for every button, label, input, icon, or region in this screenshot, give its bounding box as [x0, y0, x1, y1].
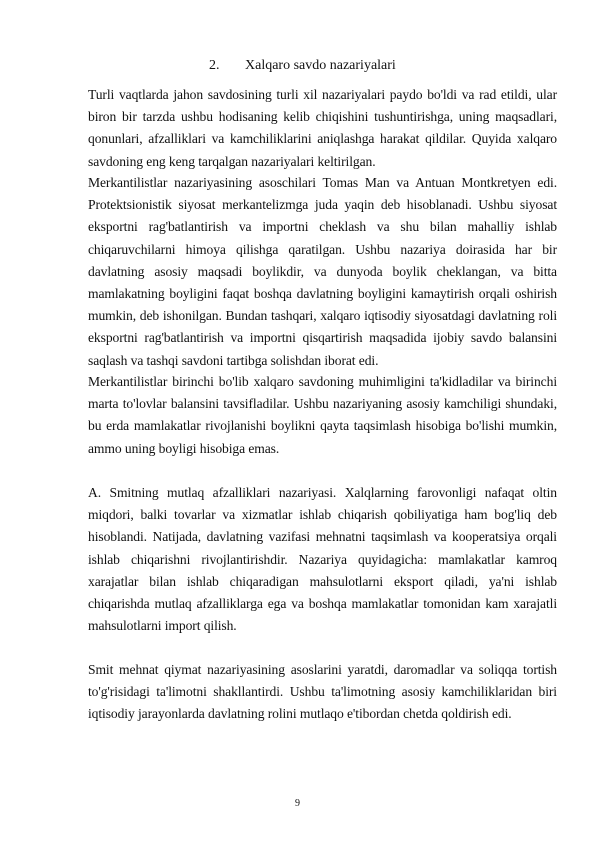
- paragraph-smith-critique: Smit mehnat qiymat nazariyasining asoslarini yaratdi, daromadlar va soliqqa tortish to'g'risidagi ta'limotni shakllantirdi. Ushbu ta'limotning asosiy kamchiliklaridan biri iqtisodiy jarayonlarda davlatning rolini mutlaqo e'tibordan chetda qoldirish edi.: [88, 662, 557, 722]
- section-title: Xalqaro savdo nazariyalari: [245, 58, 396, 73]
- section-heading: [209, 58, 469, 74]
- paragraph-absolute-advantage: A. Smitning mutlaq afzalliklari nazariyasi. Xalqlarning farovonligi nafaqat oltin miqdori, balki tovarlar va xizmatlar ishlab chiqarish qobiliyatiga ham bog'liq deb hisoblandi. Natijada, davlatning vazifasi mehnatni taqsimlash va kooperatsiya orqali ishlab chiqarishni rivojlantirishdir. Nazariya quyidagicha: mamlakatlar kamroq xarajatlar bilan ishlab chiqaradigan mahsulotlarni eksport qiladi, ya'ni ishlab chiqarishda mutlaq afzalliklarga ega va boshqa mamlakatlar tomonidan kam xarajatli mahsulotlarni import qilish.: [88, 485, 557, 634]
- page-number: 9: [295, 798, 300, 809]
- paragraph-mercantilism-assessment: Merkantilistlar birinchi bo'lib xalqaro savdoning muhimligini ta'kidladilar va birinchi marta to'lovlar balansini tavsifladilar. Ushbu nazariyaning asosiy kamchiligi shundaki, bu erda mamlakatlar rivojlanishi boylikni qayta taqsimlash hisobiga bo'lishi mumkin, ammo uning boyligi hisobiga emas.: [88, 374, 557, 456]
- paragraph-intro: Turli vaqtlarda jahon savdosining turli xil nazariyalari paydo bo'ldi va rad etildi, ular biron bir tarzda ushbu hodisaning kelib chiqishini tushuntirishga, uning maqsadlari, qonunlari, afzalliklari va kamchiliklarini aniqlashga harakat qildilar. Quyida xalqaro savdoning eng keng tarqalgan nazariyalari keltirilgan.: [88, 87, 557, 169]
- section-number: 2.: [209, 58, 220, 73]
- paragraph-mercantilism: Merkantilistlar nazariyasining asoschilari Tomas Man va Antuan Montkretyen edi. Protektsionistik siyosat merkantelizmga juda yaqin deb hisoblanadi. Ushbu siyosat eksportni rag'batlantirish va importni cheklash va shu bilan mahalliy ishlab chiqaruvchilarni himoya qilishga qaratilgan. Ushbu nazariya doirasida har bir davlatning asosiy maqsadi boylikdir, va dunyoda boylik cheklangan, va bitta mamlakatning boyligini faqat boshqa davlatning boyligini kamaytirish orqali oshirish mumkin, deb ishonilgan. Bundan tashqari, xalqaro iqtisodiy siyosatdagi davlatning roli eksportni rag'batlantirish va importni qisqartirish maqsadida ijobiy savdo balansini saqlash va tashqi savdoni tartibga solishdan iborat edi.: [88, 175, 557, 368]
